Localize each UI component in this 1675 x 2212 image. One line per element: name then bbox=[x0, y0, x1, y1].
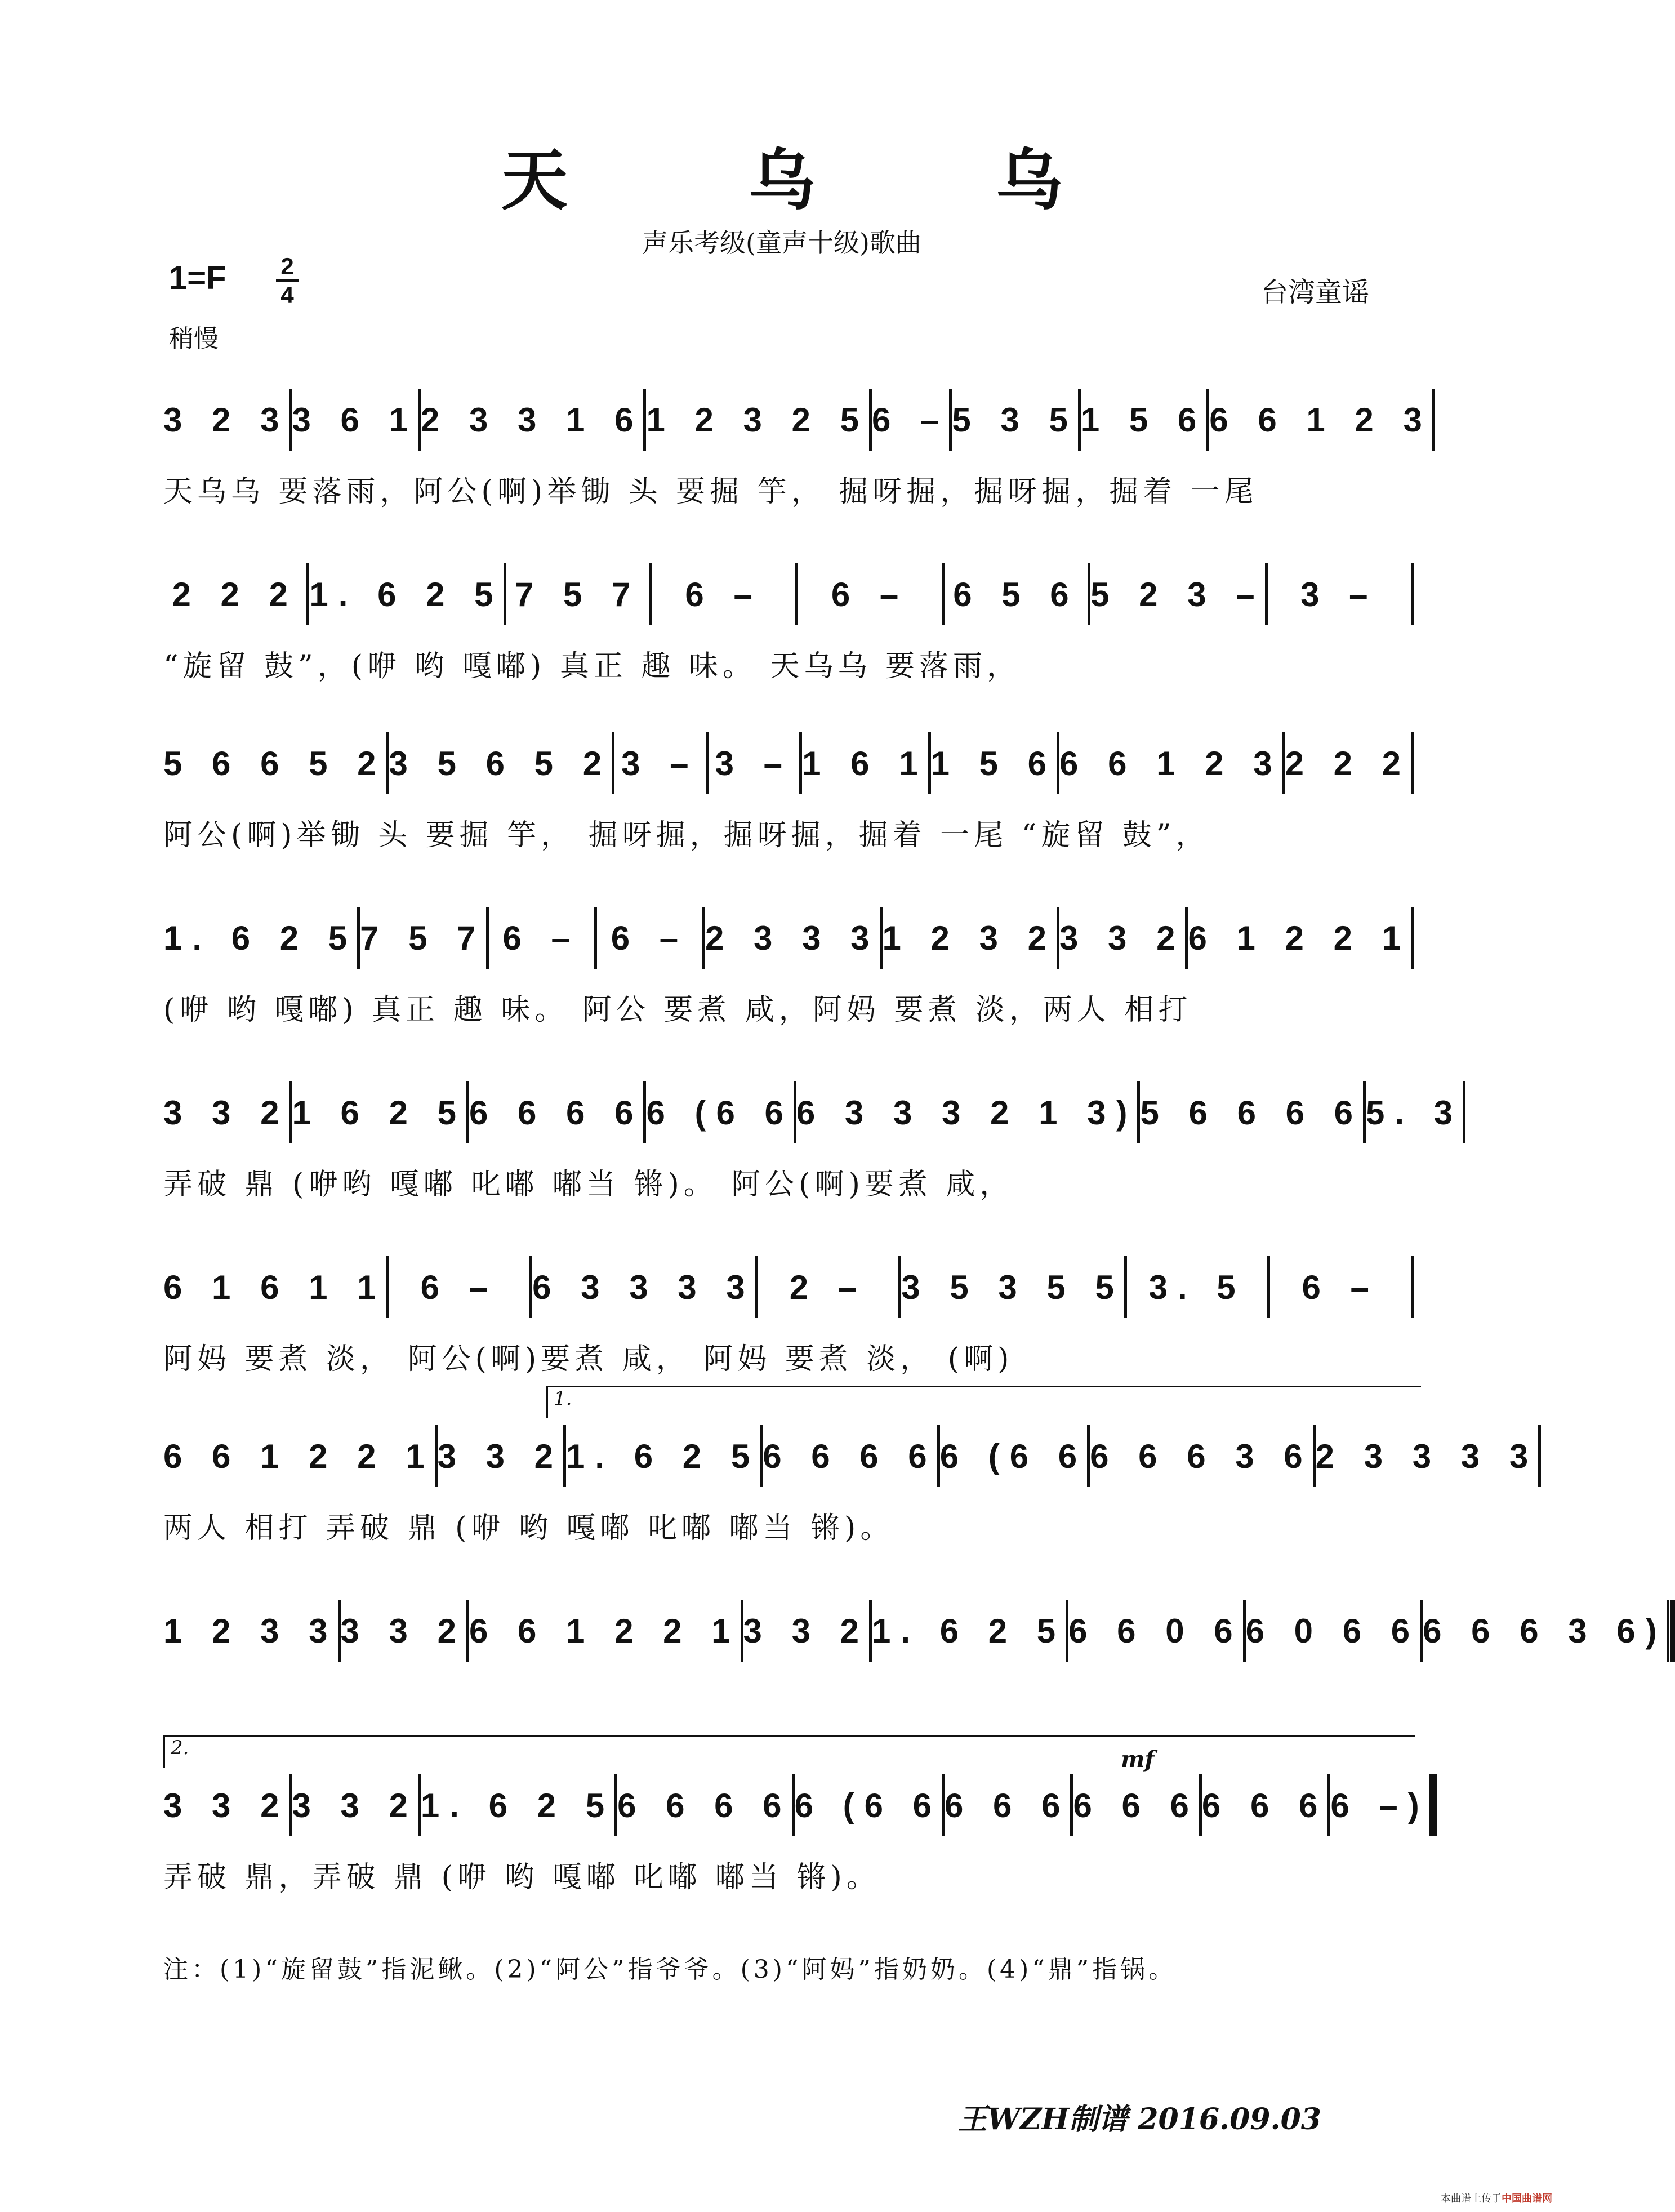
footer-site: 中国曲谱网 bbox=[1502, 2193, 1552, 2204]
measure: 2 2 2 bbox=[1285, 744, 1411, 782]
volta-bracket: 2. bbox=[163, 1735, 1415, 1768]
note-row bbox=[163, 1594, 1667, 1667]
measure: 5 2 3 – bbox=[1090, 575, 1265, 613]
barline bbox=[1411, 563, 1414, 625]
measure: 6 6 6 6 bbox=[469, 1093, 644, 1132]
note-row bbox=[163, 383, 1432, 456]
barline bbox=[1538, 1425, 1541, 1487]
time-signature-top: 2 bbox=[280, 253, 294, 279]
measure: 6 – bbox=[871, 400, 950, 439]
measure: 5 6 6 6 6 bbox=[1140, 1093, 1364, 1132]
measure: 6 1 2 2 1 bbox=[1188, 919, 1411, 957]
measure: 6 – bbox=[1302, 1268, 1379, 1306]
measure: 3 – bbox=[715, 744, 793, 782]
lyrics-line: 弄破 鼎 (咿哟 嘎嘟 叱嘟 嘟当 锵)。 阿公(啊)要煮 咸， bbox=[163, 1168, 1014, 1201]
measure: 6 6 1 2 3 bbox=[1059, 744, 1282, 782]
measure: 1 2 3 2 bbox=[882, 919, 1057, 957]
measure: 3 5 3 5 5 bbox=[901, 1268, 1124, 1306]
measure: 6 6 6 bbox=[945, 1786, 1071, 1824]
measure: 1. 6 2 5 bbox=[420, 1786, 615, 1824]
lyrics-line: “旋留 鼓”，(咿 哟 嘎嘟) 真正 趣 味。 天乌乌 要落雨， bbox=[163, 649, 1021, 683]
measure: 6 1 6 1 1 bbox=[163, 1268, 386, 1306]
footer-text: 本曲谱上传于 bbox=[1441, 2193, 1502, 2204]
footnote: 注：(1)“旋留鼓”指泥鳅。(2)“阿公”指爷爷。(3)“阿妈”指奶奶。(4)“鼎”指锅。 bbox=[163, 1955, 1177, 1984]
time-signature-bottom: 4 bbox=[280, 282, 294, 308]
measure: 3 – bbox=[1300, 575, 1378, 613]
time-signature bbox=[276, 255, 299, 307]
measure: 6 6 6 6 bbox=[617, 1786, 792, 1824]
footer-credit bbox=[1441, 2191, 1552, 2205]
measure: 6 6 6 3 6) bbox=[1423, 1612, 1667, 1650]
song-title: 天 乌 乌 bbox=[501, 141, 1142, 219]
barline bbox=[1667, 1600, 1675, 1662]
lyrics-line: 天乌乌 要落雨，阿公(啊)举锄 头 要掘 竽， 掘呀掘，掘呀掘，掘着 一尾 bbox=[163, 475, 1258, 509]
measure: 3. 5 bbox=[1148, 1268, 1246, 1306]
dynamic-marking: mf bbox=[1121, 1746, 1155, 1773]
measure: 6 6 1 2 3 bbox=[1209, 400, 1432, 439]
barline bbox=[1463, 1081, 1465, 1143]
measure: 1 6 2 5 bbox=[292, 1093, 466, 1132]
measure: 7 5 7 bbox=[515, 575, 641, 613]
measure: 6 6 1 2 2 1 bbox=[469, 1612, 741, 1650]
measure: 2 3 3 3 3 bbox=[1315, 1437, 1539, 1475]
note-row bbox=[163, 1769, 1429, 1842]
measure: 6 – bbox=[685, 575, 763, 613]
measure: 3 3 2 bbox=[1059, 919, 1186, 957]
note-row bbox=[163, 901, 1414, 974]
measure: 2 – bbox=[789, 1268, 867, 1306]
measure: 5 6 6 5 2 bbox=[163, 744, 386, 782]
barline bbox=[1429, 1774, 1437, 1836]
measure: 2 3 3 1 6 bbox=[420, 400, 644, 439]
measure: 6 6 6 bbox=[1073, 1786, 1199, 1824]
measure: 6 –) bbox=[1330, 1786, 1429, 1824]
measure: 6 6 0 6 bbox=[1068, 1612, 1243, 1650]
tempo-marking: 稍慢 bbox=[169, 324, 219, 353]
signature: 王WZH制谱 2016.09.03 bbox=[957, 2102, 1321, 2137]
song-subtitle: 声乐考级(童声十级)歌曲 bbox=[642, 228, 921, 258]
measure: 3 – bbox=[621, 744, 699, 782]
measure: 7 5 7 bbox=[360, 919, 486, 957]
composer: 台湾童谣 bbox=[1260, 277, 1369, 308]
measure: 3 3 2 bbox=[437, 1437, 564, 1475]
measure: 6 6 6 3 6 bbox=[1090, 1437, 1313, 1475]
measure: 5. 3 bbox=[1366, 1093, 1463, 1132]
measure: 6 (6 6 bbox=[794, 1786, 942, 1824]
measure: 6 (6 6 bbox=[939, 1437, 1088, 1475]
measure: 1. 6 2 5 bbox=[309, 575, 504, 613]
note-row bbox=[163, 727, 1414, 800]
measure: 1 5 6 bbox=[930, 744, 1057, 782]
measure: 1. 6 2 5 bbox=[163, 919, 358, 957]
measure: 3 3 2 bbox=[163, 1093, 289, 1132]
measure: 1 2 3 2 5 bbox=[646, 400, 869, 439]
lyrics-line: 阿公(啊)举锄 头 要掘 竽， 掘呀掘，掘呀掘，掘着 一尾 “旋留 鼓”， bbox=[163, 818, 1210, 852]
measure: 6 – bbox=[502, 919, 580, 957]
measure: 6 6 6 bbox=[1201, 1786, 1328, 1824]
measure: 3 5 6 5 2 bbox=[389, 744, 612, 782]
measure: 6 – bbox=[420, 1268, 498, 1306]
lyrics-line: 阿妈 要煮 淡， 阿公(啊)要煮 咸， 阿妈 要煮 淡， (啊) bbox=[163, 1342, 1014, 1376]
measure: 5 3 5 bbox=[952, 400, 1078, 439]
lyrics-line: 弄破 鼎，弄破 鼎 (咿 哟 嘎嘟 叱嘟 嘟当 锵)。 bbox=[163, 1861, 880, 1894]
note-row bbox=[163, 558, 1414, 631]
measure: 6 3 3 3 2 1 3) bbox=[796, 1093, 1138, 1132]
measure: 6 6 1 2 2 1 bbox=[163, 1437, 435, 1475]
measure: 3 2 3 bbox=[163, 400, 289, 439]
note-row bbox=[163, 1076, 1463, 1149]
measure: 1. 6 2 5 bbox=[871, 1612, 1066, 1650]
measure: 3 3 2 bbox=[163, 1786, 289, 1824]
barline bbox=[1411, 732, 1414, 794]
measure: 6 – bbox=[831, 575, 909, 613]
barline bbox=[1411, 1256, 1414, 1318]
measure: 3 3 2 bbox=[743, 1612, 869, 1650]
measure: 3 6 1 bbox=[292, 400, 418, 439]
measure: 6 0 6 6 bbox=[1245, 1612, 1420, 1650]
measure: 6 6 6 6 bbox=[763, 1437, 937, 1475]
measure: 3 3 2 bbox=[292, 1786, 418, 1824]
measure: 3 3 2 bbox=[340, 1612, 466, 1650]
measure: 6 – bbox=[611, 919, 689, 957]
measure: 1 5 6 bbox=[1080, 400, 1207, 439]
measure: 6 5 6 bbox=[953, 575, 1079, 613]
key-signature: 1=F bbox=[169, 260, 226, 296]
measure: 2 3 3 3 bbox=[705, 919, 880, 957]
note-row bbox=[163, 1250, 1414, 1324]
measure: 1 6 1 bbox=[802, 744, 928, 782]
measure: 1 2 3 3 bbox=[163, 1612, 338, 1650]
measure: 6 (6 6 bbox=[646, 1093, 794, 1132]
barline bbox=[1432, 389, 1435, 451]
measure: 1. 6 2 5 bbox=[566, 1437, 760, 1475]
note-row bbox=[163, 1419, 1539, 1493]
lyrics-line: 两人 相打 弄破 鼎 (咿 哟 嘎嘟 叱嘟 嘟当 锵)。 bbox=[163, 1511, 894, 1545]
volta-bracket: 1. bbox=[546, 1386, 1421, 1418]
lyrics-line: (咿 哟 嘎嘟) 真正 趣 味。 阿公 要煮 咸，阿妈 要煮 淡，两人 相打 bbox=[163, 993, 1192, 1027]
barline bbox=[1411, 907, 1414, 969]
measure: 6 3 3 3 3 bbox=[532, 1268, 755, 1306]
measure: 2 2 2 bbox=[172, 575, 298, 613]
